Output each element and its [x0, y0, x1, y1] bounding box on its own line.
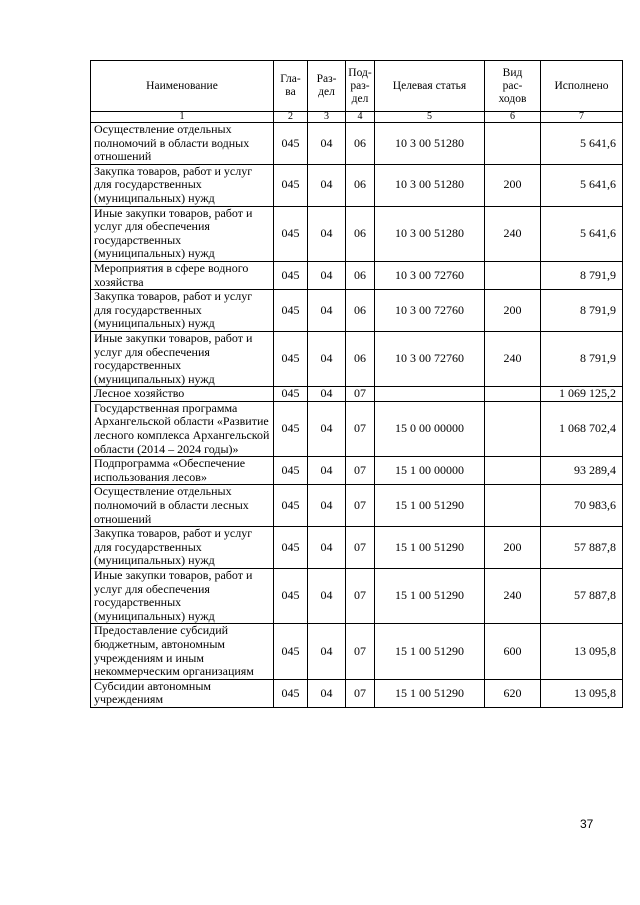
- row-vid: 240: [485, 569, 541, 624]
- row-name: Иные закупки товаров, работ и услуг для обеспечения государственных (муниципальных) нужд: [91, 331, 274, 386]
- row-razdel: 04: [308, 387, 346, 402]
- row-glava: 045: [274, 164, 308, 206]
- row-name: Иные закупки товаров, работ и услуг для обеспечения государственных (муниципальных) нужд: [91, 206, 274, 261]
- table-row: [91, 679, 623, 707]
- table-row: [91, 569, 623, 624]
- col-header-statya: Целевая статья: [375, 61, 485, 112]
- row-value: 8 791,9: [541, 261, 623, 289]
- row-podrazdel: 07: [346, 679, 375, 707]
- row-name: Подпрограмма «Обеспечение использования лесов»: [91, 457, 274, 485]
- row-name: Закупка товаров, работ и услуг для государственных (муниципальных) нужд: [91, 290, 274, 332]
- row-value: 1 069 125,2: [541, 387, 623, 402]
- col-header-vid: Вид рас- ходов: [485, 61, 541, 112]
- row-vid: 200: [485, 164, 541, 206]
- row-statya: 15 1 00 00000: [375, 457, 485, 485]
- row-podrazdel: 07: [346, 527, 375, 569]
- row-razdel: 04: [308, 527, 346, 569]
- row-statya: 10 3 00 51280: [375, 123, 485, 165]
- row-name: Предоставление субсидий бюджетным, автономным учреждениям и иным некоммерческим организациям: [91, 624, 274, 679]
- row-podrazdel: 06: [346, 123, 375, 165]
- row-razdel: 04: [308, 123, 346, 165]
- row-value: 8 791,9: [541, 331, 623, 386]
- row-podrazdel: 06: [346, 290, 375, 332]
- row-razdel: 04: [308, 485, 346, 527]
- row-glava: 045: [274, 290, 308, 332]
- table-row: [91, 123, 623, 165]
- row-statya: 10 3 00 51280: [375, 206, 485, 261]
- table-row: [91, 164, 623, 206]
- row-name: Мероприятия в сфере водного хозяйства: [91, 261, 274, 289]
- col-number: 4: [346, 112, 375, 123]
- header-row: [91, 61, 623, 112]
- row-statya: 15 0 00 00000: [375, 401, 485, 456]
- row-vid: 240: [485, 206, 541, 261]
- row-razdel: 04: [308, 569, 346, 624]
- row-razdel: 04: [308, 679, 346, 707]
- row-value: 1 068 702,4: [541, 401, 623, 456]
- row-value: 5 641,6: [541, 206, 623, 261]
- row-podrazdel: 06: [346, 164, 375, 206]
- row-podrazdel: 07: [346, 569, 375, 624]
- row-glava: 045: [274, 261, 308, 289]
- row-name: Лесное хозяйство: [91, 387, 274, 402]
- row-podrazdel: 06: [346, 331, 375, 386]
- row-glava: 045: [274, 331, 308, 386]
- row-glava: 045: [274, 387, 308, 402]
- row-statya: 15 1 00 51290: [375, 527, 485, 569]
- row-vid: [485, 261, 541, 289]
- row-value: 13 095,8: [541, 624, 623, 679]
- row-razdel: 04: [308, 624, 346, 679]
- row-podrazdel: 07: [346, 387, 375, 402]
- table-row: [91, 290, 623, 332]
- table-row: [91, 206, 623, 261]
- col-number: 2: [274, 112, 308, 123]
- table-row: [91, 485, 623, 527]
- table-row: [91, 331, 623, 386]
- row-name: Закупка товаров, работ и услуг для государственных (муниципальных) нужд: [91, 164, 274, 206]
- page-number: 37: [580, 817, 594, 831]
- row-glava: 045: [274, 206, 308, 261]
- row-vid: 200: [485, 527, 541, 569]
- row-vid: 240: [485, 331, 541, 386]
- table-row: [91, 387, 623, 402]
- row-statya: 15 1 00 51290: [375, 679, 485, 707]
- row-glava: 045: [274, 457, 308, 485]
- row-glava: 045: [274, 569, 308, 624]
- col-header-podrazdel: Под- раз- дел: [346, 61, 375, 112]
- row-value: 5 641,6: [541, 123, 623, 165]
- col-header-name: Наименование: [91, 61, 274, 112]
- row-statya: 15 1 00 51290: [375, 624, 485, 679]
- row-razdel: 04: [308, 401, 346, 456]
- row-value: 8 791,9: [541, 290, 623, 332]
- row-value: 13 095,8: [541, 679, 623, 707]
- row-glava: 045: [274, 485, 308, 527]
- row-glava: 045: [274, 527, 308, 569]
- row-statya: 10 3 00 72760: [375, 290, 485, 332]
- row-value: 93 289,4: [541, 457, 623, 485]
- row-podrazdel: 07: [346, 485, 375, 527]
- row-glava: 045: [274, 679, 308, 707]
- row-name: Закупка товаров, работ и услуг для государственных (муниципальных) нужд: [91, 527, 274, 569]
- table-row: [91, 624, 623, 679]
- row-razdel: 04: [308, 164, 346, 206]
- col-header-razdel: Раз- дел: [308, 61, 346, 112]
- row-value: 57 887,8: [541, 569, 623, 624]
- row-podrazdel: 07: [346, 457, 375, 485]
- row-statya: [375, 387, 485, 402]
- table-row: [91, 261, 623, 289]
- row-name: Осуществление отдельных полномочий в области водных отношений: [91, 123, 274, 165]
- row-podrazdel: 07: [346, 624, 375, 679]
- row-vid: [485, 123, 541, 165]
- row-podrazdel: 07: [346, 401, 375, 456]
- table-row: [91, 457, 623, 485]
- row-podrazdel: 06: [346, 206, 375, 261]
- row-name: Субсидии автономным учреждениям: [91, 679, 274, 707]
- row-razdel: 04: [308, 290, 346, 332]
- row-razdel: 04: [308, 331, 346, 386]
- row-razdel: 04: [308, 261, 346, 289]
- row-statya: 10 3 00 51280: [375, 164, 485, 206]
- row-statya: 10 3 00 72760: [375, 331, 485, 386]
- row-name: Государственная программа Архангельской области «Развитие лесного комплекса Архангельской области (2014 – 2024 годы)»: [91, 401, 274, 456]
- budget-table: [90, 60, 623, 708]
- row-value: 70 983,6: [541, 485, 623, 527]
- table-row: [91, 401, 623, 456]
- col-number: 5: [375, 112, 485, 123]
- col-number: 6: [485, 112, 541, 123]
- row-vid: 200: [485, 290, 541, 332]
- table-row: [91, 527, 623, 569]
- row-podrazdel: 06: [346, 261, 375, 289]
- column-numbers-row: [91, 112, 623, 123]
- row-vid: [485, 457, 541, 485]
- col-number: 1: [91, 112, 274, 123]
- col-header-glava: Гла- ва: [274, 61, 308, 112]
- row-glava: 045: [274, 401, 308, 456]
- row-razdel: 04: [308, 457, 346, 485]
- row-glava: 045: [274, 123, 308, 165]
- row-vid: 620: [485, 679, 541, 707]
- row-statya: 15 1 00 51290: [375, 485, 485, 527]
- row-name: Иные закупки товаров, работ и услуг для обеспечения государственных (муниципальных) нужд: [91, 569, 274, 624]
- col-header-value: Исполнено: [541, 61, 623, 112]
- row-vid: [485, 485, 541, 527]
- row-value: 57 887,8: [541, 527, 623, 569]
- row-vid: [485, 401, 541, 456]
- row-name: Осуществление отдельных полномочий в области лесных отношений: [91, 485, 274, 527]
- row-vid: 600: [485, 624, 541, 679]
- col-number: 7: [541, 112, 623, 123]
- row-vid: [485, 387, 541, 402]
- row-statya: 15 1 00 51290: [375, 569, 485, 624]
- row-razdel: 04: [308, 206, 346, 261]
- row-value: 5 641,6: [541, 164, 623, 206]
- row-glava: 045: [274, 624, 308, 679]
- col-number: 3: [308, 112, 346, 123]
- row-statya: 10 3 00 72760: [375, 261, 485, 289]
